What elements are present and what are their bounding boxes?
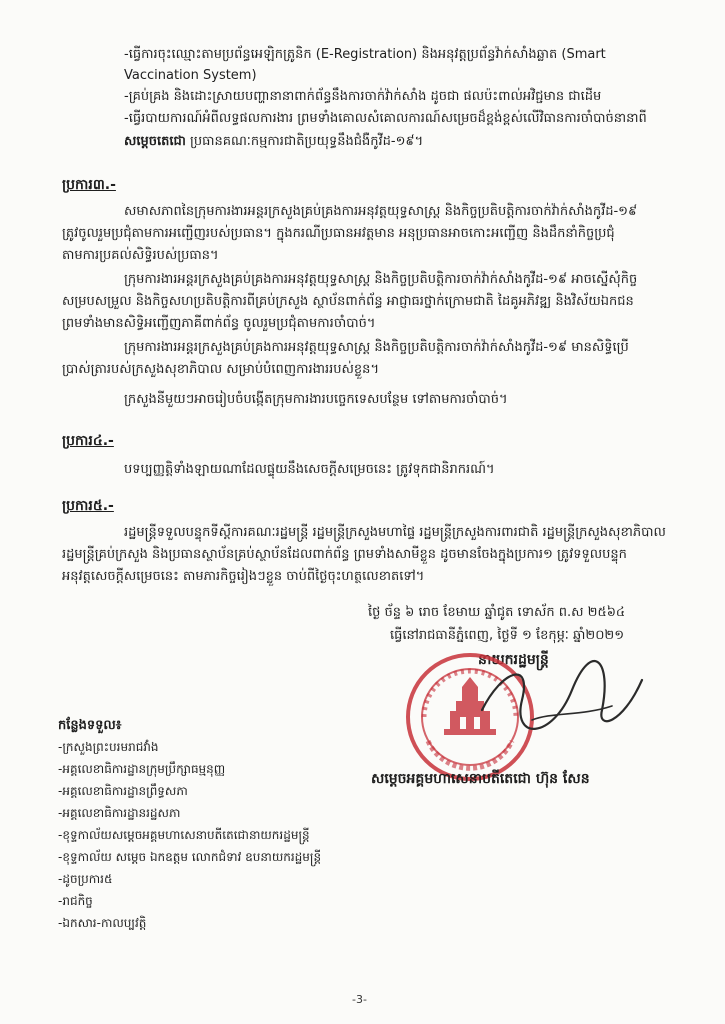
article-3-heading: ប្រការ៣.- xyxy=(62,177,116,193)
list-item: -អគ្គលេខាធិការដ្ឋានរដ្ឋសភា xyxy=(58,806,181,820)
bullet-report: -ធ្វើរបាយការណ៍អំពីលទ្ធផលការងារ ព្រមទាំងគោលសំគោលការណ៍សម្រេចដ៏ខ្ពង់ខ្ពស់លើវិធានការចាំបាច់នានាពី xyxy=(124,111,647,126)
list-item: -អគ្គលេខាធិការដ្ឋានព្រឹទ្ធសភា xyxy=(58,784,188,798)
article-3-p3-l2: ប្រាស់ត្រារបស់ក្រសួងសុខាភិបាល សម្រាប់បំពេញការងាររបស់ខ្លួន។ xyxy=(62,362,380,377)
samdech-techo-name: សម្តេចតេជោ xyxy=(124,134,186,149)
list-item: -អគ្គលេខាធិការដ្ឋានក្រុមប្រឹក្សាធម្មនុញ្ញ xyxy=(58,762,226,776)
article-3-p2-l3: ព្រមទាំងមានសិទ្ធិអញ្ជើញភាគីពាក់ព័ន្ធ ចូលរួមប្រជុំតាមការចាំបាច់។ xyxy=(62,316,376,331)
article-3-p1-l2: ត្រូវចូលរួមប្រជុំតាមការអញ្ជើញរបស់ប្រធាន។ ក្នុងករណីប្រធានអវត្តមាន អនុប្រធានអាចកោះអញ្ជើញ និងដឹកនាំកិច្ចប្រជុំ xyxy=(62,226,615,241)
article-4-heading: ប្រការ៤.- xyxy=(62,433,114,449)
article-5-p1-l1: រដ្ឋមន្ត្រីទទួលបន្ទុកទីស្តីការគណៈរដ្ឋមន្ត្រី រដ្ឋមន្ត្រីក្រសួងមហាផ្ទៃ រដ្ឋមន្ត្រីក្រសួងការពារជាតិ រដ្ឋមន្ត្រីក្រសួងសុខាភិបាល xyxy=(124,525,666,540)
list-item: -ខុទ្ទកាល័យ សម្តេច ឯកឧត្តម លោកជំទាវ ឧបនាយករដ្ឋមន្ត្រី xyxy=(58,850,322,864)
bullet-e-registration-cont: Vaccination System) xyxy=(124,68,257,83)
handwritten-signature xyxy=(462,640,662,750)
bullet-report-rest: ប្រធានគណៈកម្មការជាតិប្រយុទ្ធនឹងជំងឺកូវីដ-១៩។ xyxy=(185,134,424,149)
lunar-date: ថ្ងៃ ច័ន្ទ ៦ រោច ខែមាឃ ឆ្នាំជូត ទោស័ក ព.ស ២៥៦៤ xyxy=(368,605,626,620)
office-title: នាយករដ្ឋមន្ត្រី xyxy=(478,652,549,668)
bullet-e-registration: -ធ្វើការចុះឈ្មោះតាមប្រព័ន្ធអេឡិកត្រូនិក (E-Registration) និងអនុវត្តប្រព័ន្ធវ៉ាក់សាំងឆ្លាត (Smart xyxy=(124,47,606,62)
list-item: -ក្រសួងព្រះបរមរាជវាំង xyxy=(58,740,159,754)
article-5-heading: ប្រការ៥.- xyxy=(62,498,114,514)
list-item: -ខុទ្ទកាល័យសម្តេចអគ្គមហាសេនាបតីតេជោនាយករដ្ឋមន្ត្រី xyxy=(58,828,310,842)
article-4-p1: បទប្បញ្ញត្តិទាំងឡាយណាដែលផ្ទុយនឹងសេចក្តីសម្រេចនេះ ត្រូវទុកជានិរាករណ៍។ xyxy=(124,462,495,477)
article-3-p2-l1: ក្រុមការងារអន្តរក្រសួងគ្រប់គ្រងការអនុវត្តយុទ្ធសាស្ត្រ និងកិច្ចប្រតិបត្តិការចាក់វ៉ាក់សាំងកូវីដ-១៩ អាចស្នើសុំកិច្ច xyxy=(124,272,638,287)
article-5-p1-l2: រដ្ឋមន្ត្រីគ្រប់ក្រសួង និងប្រធានស្ថាប័នគ្រប់ស្ថាប័នដែលពាក់ព័ន្ធ ព្រមទាំងសាមីខ្លួន ដូចមានចែងក្នុងប្រការ១ ត្រូវទទួលបន្ទុក xyxy=(62,547,627,562)
article-5-p1-l3: អនុវត្តសេចក្តីសម្រេចនេះ តាមភារកិច្ចរៀងៗខ្លួន ចាប់ពីថ្ងៃចុះហត្ថលេខាតទៅ។ xyxy=(62,569,425,584)
article-3-p4: ក្រសួងនីមួយៗអាចរៀបចំបង្កើតក្រុមការងារបច្ចេកទេសបន្ថែម ទៅតាមការចាំបាច់។ xyxy=(124,392,508,407)
list-item: -រាជកិច្ច xyxy=(58,894,93,908)
article-3-p3-l1: ក្រុមការងារអន្តរក្រសួងគ្រប់គ្រងការអនុវត្តយុទ្ធសាស្ត្រ និងកិច្ចប្រតិបត្តិការចាក់វ៉ាក់សាំងកូវីដ-១៩ មានសិទ្ធិប្រើ xyxy=(124,340,629,355)
bullet-report-cont xyxy=(124,133,423,150)
article-3-p1-l1: សមាសភាពនៃក្រុមការងារអន្តរក្រសួងគ្រប់គ្រងការអនុវត្តយុទ្ធសាស្ត្រ និងកិច្ចប្រតិបត្តិការចាក់វ៉ាក់សាំងកូវីដ-១៩ xyxy=(124,204,638,219)
signatory-name: សម្តេចអគ្គមហាសេនាបតីតេជោ ហ៊ុន សែន xyxy=(371,771,590,787)
article-3-p2-l2: សម្របសម្រួល និងកិច្ចសហប្រតិបត្តិការពីគ្រប់ក្រសួង ស្ថាប័នពាក់ព័ន្ធ អាជ្ញាធរថ្នាក់ក្រោមជាតិ ដៃគូអភិវឌ្ឍ និងវិស័យឯកជន xyxy=(62,294,634,309)
list-item: -ឯកសារ-កាលប្បវត្តិ xyxy=(58,916,147,930)
recipients-heading: កន្លែងទទួល៖ xyxy=(58,718,122,733)
page-number: -3- xyxy=(352,993,367,1006)
solar-date: ធ្វើនៅរាជធានីភ្នំពេញ, ថ្ងៃទី ១ ខែកុម្ភៈ ឆ្នាំ២០២១ xyxy=(390,628,625,643)
bullet-manage-issues: -គ្រប់គ្រង និងដោះស្រាយបញ្ហានានាពាក់ព័ន្ធនឹងការចាក់វ៉ាក់សាំង ដូចជា ផលប៉ះពាល់អវិជ្ជមាន ជាដើម xyxy=(124,89,602,104)
article-3-p1-l3: តាមការប្រគល់សិទ្ធិរបស់ប្រធាន។ xyxy=(62,248,219,263)
list-item: -ដូចប្រការ៥ xyxy=(58,872,113,886)
